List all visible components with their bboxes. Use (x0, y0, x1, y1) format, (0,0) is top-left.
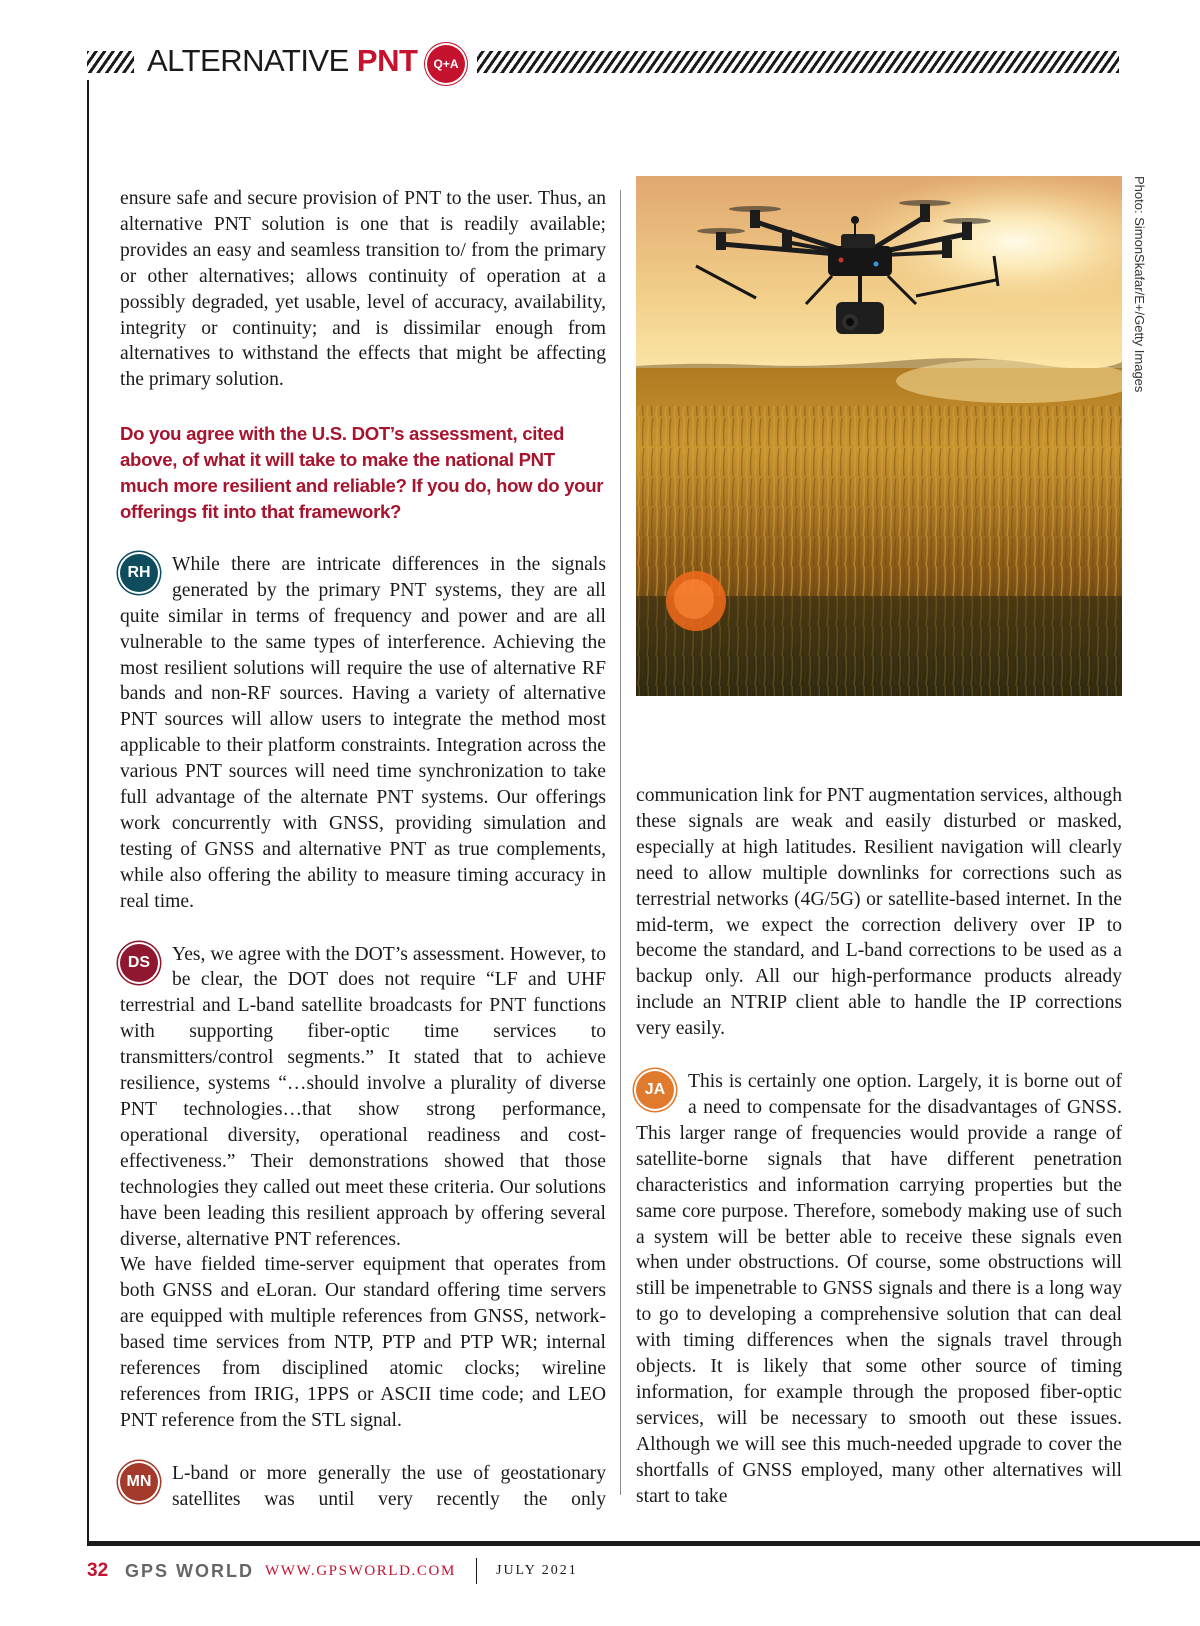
issue-date: JULY 2021 (496, 1563, 578, 1578)
right-column (636, 783, 1122, 1509)
answer-ds (120, 942, 606, 1253)
header-hatch-right (477, 51, 1119, 73)
page-footer (87, 1560, 1087, 1590)
answer-mn-continued: communication link for PNT augmentation services, although these signals are weak and easily disturbed or masked, especially at high latitudes. Resilient navigation will clearly need to allow multiple downlinks for corrections such as terrestrial networks (4G/5G) or satellite-based internet. In the mid-term, we expect the correction delivery over IP to become the standard, and L-band corrections to be used as a backup only. All our high-performance products already include an NTRIP client able to handle the IP corrections very easily. (636, 785, 1122, 1040)
answer-ja-text: This is certainly one option. Largely, it is borne out of a need to compensate for the disadvantages of GNSS. This larger range of frequencies would provide a range of satellite-borne signals that have different penetration characteristics and information carrying properties but the same core purpose. Therefore, somebody making use of such a system will be better able to receive these signals even when under obstructions. Of course, some obstructions will still be impenetrable to GNSS signals and there is a long way to go to developing a comprehensive solution that can deal with timing differences when the signals travel through objects. It is likely that some other source of timing information, for example through the proposed fiber-optic services, will be necessary to smooth out these issues. Although we will see this much-needed upgrade to cover the shortfalls of GNSS employed, many other alternatives will start to take (636, 1071, 1122, 1507)
footer-rule (87, 1541, 1200, 1546)
left-column (120, 186, 606, 1513)
section-header (87, 45, 1119, 79)
answer-mn-text: L-band or more generally the use of geostationary satellites was until very recently the only (172, 1462, 606, 1510)
answer-rh (120, 552, 606, 915)
column-divider (620, 190, 621, 1495)
speaker-badge-mn: MN (120, 1463, 158, 1501)
photo-credit (1130, 176, 1150, 393)
speaker-badge-ds: DS (120, 944, 158, 982)
intro-paragraph: ensure safe and secure provision of PNT to the user. Thus, an alternative PNT solution is one that is readily available; provides an easy and seamless transition to/ from the primary or other alternatives; allows continuity of operation at a possibly degraded, yet usable, level of accuracy, availability, integrity or continuity; and is dissimilar enough from alternatives to withstand the effects that might be affecting the primary solution. (120, 188, 606, 391)
header-hatch-left (87, 51, 134, 73)
left-margin-rule (87, 80, 89, 1546)
interview-question: Do you agree with the U.S. DOT’s assessment, cited above, of what it will take to make the national PNT much more resilient and reliable? If you do, how do your offerings fit into that framework? (120, 423, 604, 522)
page-number: 32 (87, 1560, 109, 1581)
speaker-badge-rh: RH (120, 554, 158, 592)
section-title (147, 43, 417, 79)
magazine-name: GPS WORLD (125, 1561, 254, 1581)
answer-ds-text-continued: We have fielded time-server equipment that operates from both GNSS and eLoran. Our standard offering time servers are equipped with multiple references from GNSS, network-based time services from NTP, PTP and PTP WR; internal references from disciplined atomic clocks; wireline references from IRIG, 1PPS or ASCII time code; and LEO PNT reference from the STL signal. (120, 1254, 606, 1431)
answer-ds-text: Yes, we agree with the DOT’s assessment. However, to be clear, the DOT does not require “LF and UHF terrestrial and L-band satellite broadcasts for PNT functions with supporting fiber-optic time services to transmitters/control segments.” It stated that to achieve resilience, systems “…should involve a plurality of diverse PNT technologies…that show strong performance, operational diversity, operational readiness and cost-effectiveness.” Their demonstrations showed that those technologies they called out meet these criteria. Our solutions have been leading this resilient approach by offering several diverse, alternative PNT references. (120, 943, 606, 1250)
website-link[interactable]: WWW.GPSWORLD.COM (265, 1563, 456, 1579)
section-title-accent: PNT (356, 43, 418, 78)
answer-rh-text: While there are intricate differences in the signals generated by the primary PNT systems, they are all quite similar in terms of frequency and power and are all vulnerable to the same types of interference. Achieving the most resilient solutions will require the use of alternative RF bands and non-RF sources. Having a variety of alternative PNT sources will allow users to integrate the method most applicable to their platform constraints. Integration across the various PNT sources will need time synchronization to take full advantage of the alternate PNT systems. Our offerings work concurrently with GNSS, providing simulation and testing of GNSS and alternative PNT as true complements, while also offering the ability to measure timing accuracy in real time. (120, 553, 606, 912)
qa-badge: Q+A (427, 45, 465, 83)
answer-ja (636, 1069, 1122, 1509)
footer-divider (476, 1558, 477, 1584)
drone-wheat-field-photo (636, 176, 1122, 696)
speaker-badge-ja: JA (636, 1071, 674, 1109)
section-title-word: ALTERNATIVE (147, 43, 349, 78)
photo-credit-text: Photo: SimonSkafar/E+/Getty Images (1132, 176, 1147, 393)
answer-mn (120, 1461, 606, 1513)
